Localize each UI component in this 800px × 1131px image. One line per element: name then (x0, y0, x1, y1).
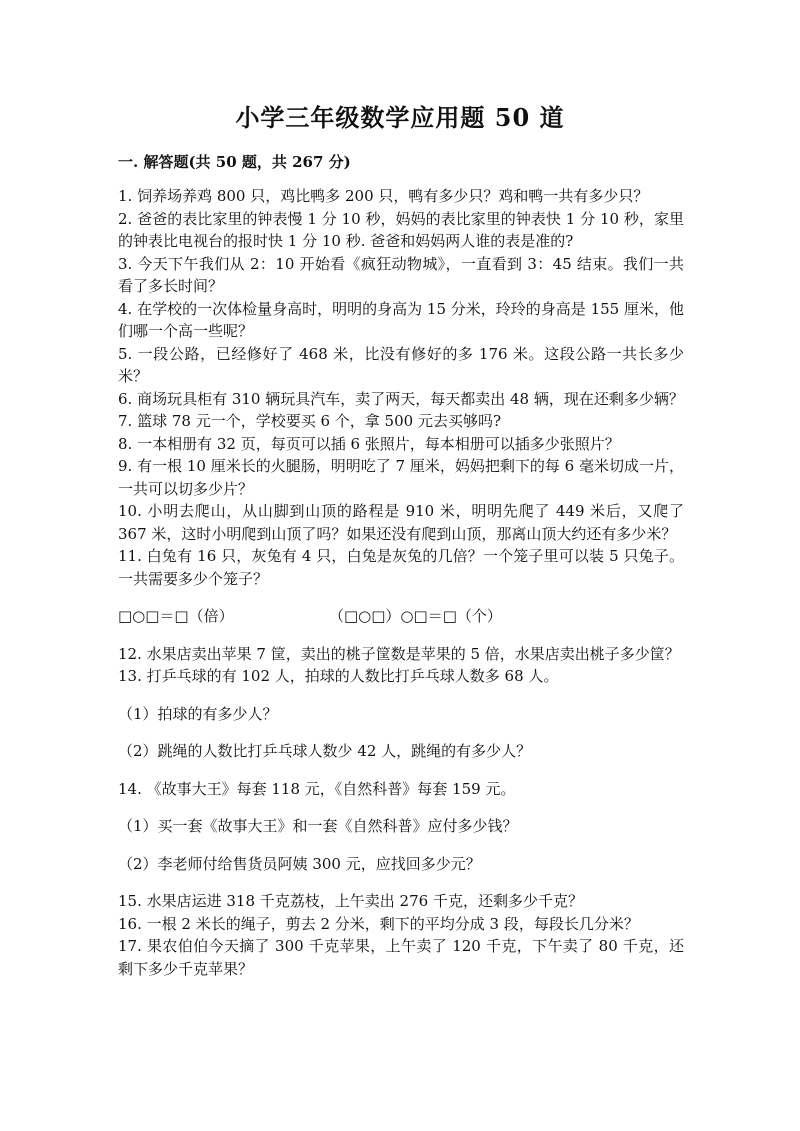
question-13: 13. 打乒乓球的有 102 人，拍球的人数比打乒乓球人数多 68 人。 (118, 667, 559, 685)
spacer (118, 800, 684, 815)
question-17: 17. 果农伯伯今天摘了 300 千克苹果，上午卖了 120 千克，下午卖了 80 千克，还剩下多少千克苹果？ (118, 937, 684, 978)
spacer (118, 838, 684, 853)
q11-formula-left: □○□＝□（倍） (118, 607, 234, 625)
question-13-part-2: （2）跳绳的人数比打乒乓球人数少 42 人，跳绳的有多少人？ (118, 742, 532, 760)
spacer (118, 725, 684, 740)
question-1: 1. 饲养场养鸡 800 只，鸡比鸭多 200 只，鸭有多少只？鸡和鸭一共有多少只？ (118, 187, 649, 205)
question-9: 9. 有一根 10 厘米长的火腿肠，明明吃了 7 厘米，妈妈把剩下的每 6 毫米切成一片，一共可以切多少片？ (118, 457, 684, 498)
q11-formula-right: （□○□）○□＝□（个） (329, 607, 502, 625)
question-10: 10. 小明去爬山，从山脚到山顶的路程是 910 米，明明先爬了 449 米后，又爬了 367 米，这时小明爬到山顶了吗？如果还没有爬到山顶，那离山顶大约还有多少米？ (118, 502, 684, 543)
question-15: 15. 水果店运进 318 千克荔枝，上午卖出 276 千克，还剩多少千克？ (118, 892, 583, 910)
question-list (118, 185, 684, 980)
spacer (118, 875, 684, 890)
question-4: 4. 在学校的一次体检量身高时，明明的身高为 15 分米，玲玲的身高是 155 厘米，他们哪一个高一些呢？ (118, 299, 684, 340)
question-3: 3. 今天下午我们从 2：10 开始看《疯狂动物城》，一直看到 3：45 结束。我们一共看了多长时间？ (118, 254, 684, 295)
spacer (118, 763, 684, 778)
page-title: 小学三年级数学应用题 50 道 (235, 103, 565, 132)
question-14-part-2: （2）李老师付给售货员阿姨 300 元，应找回多少元？ (118, 854, 481, 873)
question-14-part-1: （1）买一套《故事大王》和一套《自然科普》应付多少钱？ (118, 817, 518, 835)
question-12: 12. 水果店卖出苹果 7 筐，卖出的桃子筐数是苹果的 5 倍，水果店卖出桃子多少筐？ (118, 644, 680, 663)
question-7: 7. 篮球 78 元一个，学校要买 6 个，拿 500 元去买够吗? (118, 412, 501, 430)
q11-formula-row (118, 605, 684, 628)
spacer (118, 688, 684, 703)
question-6: 6. 商场玩具柜有 310 辆玩具汽车，卖了两天，每天都卖出 48 辆，现在还剩多少辆？ (118, 389, 684, 408)
question-14: 14. 《故事大王》每套 118 元，《自然科普》每套 159 元。 (118, 779, 516, 798)
question-13-part-1: （1）拍球的有多少人？ (118, 704, 278, 723)
question-11: 11. 白兔有 16 只，灰兔有 4 只，白兔是灰兔的几倍？一个笼子里可以装 5 只兔子。一共需要多少个笼子？ (118, 547, 684, 588)
spacer (118, 628, 684, 643)
section-heading: 一. 解答题(共 50 题，共 267 分) (118, 153, 351, 171)
question-16: 16. 一根 2 米长的绳子，剪去 2 分米，剩下的平均分成 3 段，每段长几分米？ (118, 914, 639, 933)
question-2: 2. 爸爸的表比家里的钟表慢 1 分 10 秒，妈妈的表比家里的钟表快 1 分 10 秒，家里的钟表比电视台的报时快 1 分 10 秒. 爸爸和妈妈两人谁的表是准的? (118, 209, 684, 250)
question-8: 8. 一本相册有 32 页，每页可以插 6 张照片，每本相册可以插多少张照片？ (118, 434, 620, 453)
spacer (118, 590, 684, 605)
question-5: 5. 一段公路，已经修好了 468 米，比没有修好的多 176 米。这段公路一共长多少米？ (118, 344, 684, 385)
